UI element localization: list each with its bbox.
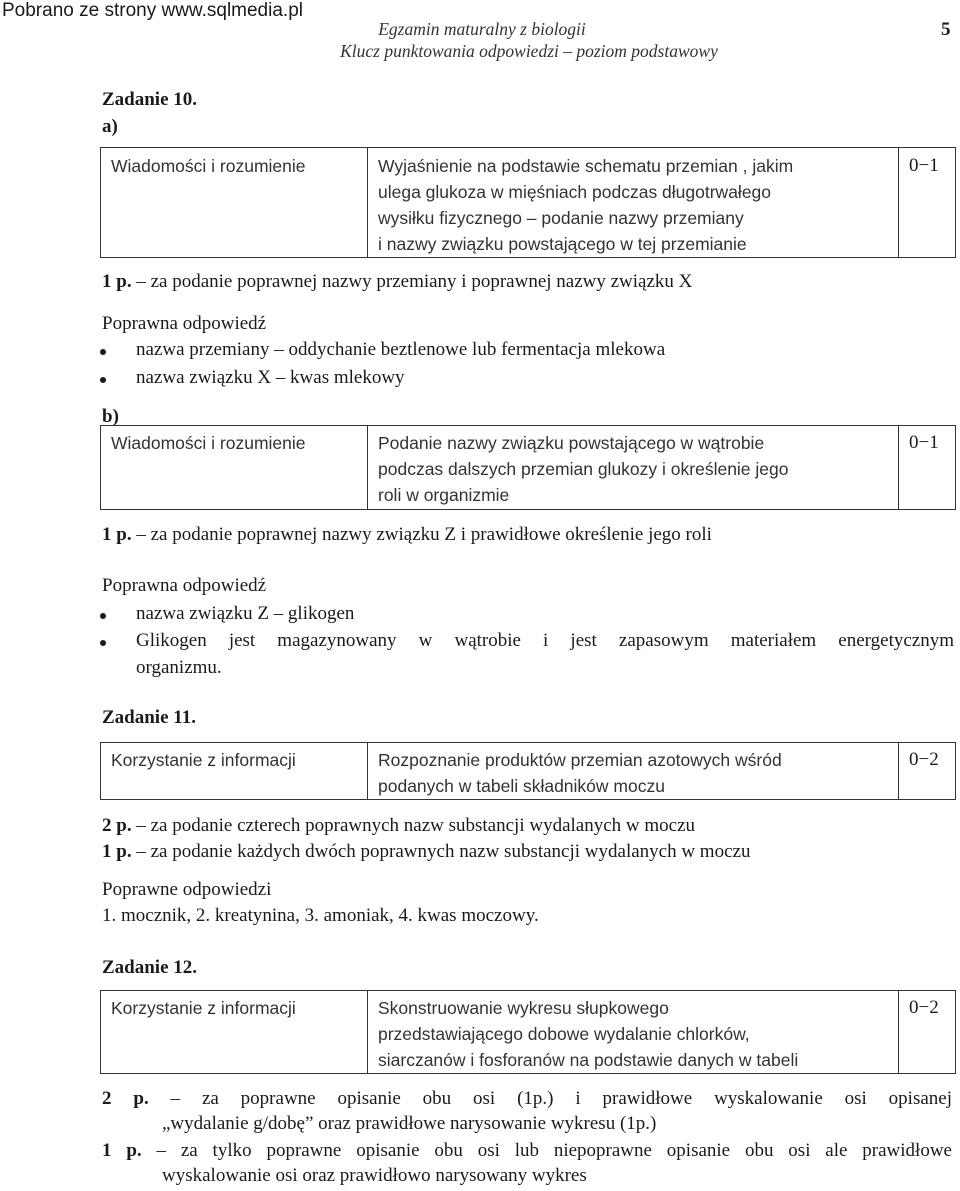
- task-10b-description: Podanie nazwy związku powstającego w wątrobie podczas dalszych przemian glukozy i określenie jego roli w organizmie: [378, 433, 789, 505]
- task-10a-points: 0−1: [909, 155, 939, 176]
- header-exam-title: Egzamin maturalny z biologii: [378, 19, 586, 39]
- bullet-icon: [100, 640, 106, 646]
- task-10a-category: Wiadomości i rozumienie: [111, 156, 306, 176]
- task-11-scoring-1p: 1 p. – za podanie każdych dwóch poprawnych nazw substancji wydalanych w moczu: [102, 841, 751, 862]
- bullet-icon: [100, 377, 106, 383]
- task-10a-description: Wyjaśnienie na podstawie schematu przemian , jakim ulega glukoza w mięśniach podczas długotrwałego wysiłku fizycznego – podanie nazwy przemiany i nazwy związku powstającego w tej przemianie: [378, 156, 794, 254]
- page-number: 5: [941, 19, 951, 40]
- task-11-table: [100, 742, 956, 800]
- bullet-icon: [100, 613, 106, 619]
- task-12-scoring-1p-line2: wyskalowanie osi oraz prawidłowo narysowany wykres: [162, 1165, 587, 1186]
- task-10a-answer-heading: Poprawna odpowiedź: [102, 313, 267, 334]
- task-10a-scoring: 1 p. – za podanie poprawnej nazwy przemiany i poprawnej nazwy związku X: [102, 271, 693, 292]
- task-12-points: 0−2: [909, 997, 939, 1018]
- task-11-scoring-2p: 2 p. – za podanie czterech poprawnych nazw substancji wydalanych w moczu: [102, 815, 696, 836]
- task-11-points: 0−2: [909, 749, 939, 770]
- task-11-title: Zadanie 11.: [102, 707, 196, 728]
- task-12-title: Zadanie 12.: [102, 957, 198, 978]
- watermark-text: Pobrano ze strony www.sqlmedia.pl: [2, 0, 303, 21]
- task-10b-points: 0−1: [909, 432, 939, 453]
- header-subtitle: Klucz punktowania odpowiedzi – poziom podstawowy: [340, 41, 718, 61]
- task-11-answer: 1. mocznik, 2. kreatynina, 3. amoniak, 4. kwas moczowy.: [102, 905, 539, 926]
- task-10-part-b-label: b): [102, 406, 119, 427]
- task-12-scoring-2p-line2: „wydalanie g/dobę” oraz prawidłowe narysowanie wykresu (1p.): [162, 1113, 657, 1134]
- bullet-icon: [100, 349, 106, 355]
- task-12-table: [100, 990, 956, 1074]
- task-10b-scoring: 1 p. – za podanie poprawnej nazwy związku Z i prawidłowe określenie jego roli: [102, 524, 712, 545]
- task-12-scoring-1p-line1: 1 p. – za tylko poprawne opisanie obu osi lub niepoprawne opisanie obu osi ale prawidłowe: [102, 1140, 952, 1161]
- task-10b-table: [100, 425, 956, 510]
- task-10-title: Zadanie 10.: [102, 89, 198, 110]
- task-12-description: Skonstruowanie wykresu słupkowego przedstawiającego dobowe wydalanie chlorków, siarczanów i fosforanów na podstawie danych w tabeli: [378, 998, 799, 1070]
- task-10a-table: [100, 147, 956, 258]
- task-10-part-a-label: a): [102, 116, 118, 137]
- list-item-continuation: organizmu.: [136, 657, 222, 678]
- task-11-answer-heading: Poprawne odpowiedzi: [102, 879, 272, 900]
- task-10b-answer-heading: Poprawna odpowiedź: [102, 575, 267, 596]
- task-12-scoring-2p-line1: 2 p. – za poprawne opisanie obu osi (1p.) i prawidłowe wyskalowanie osi opisanej: [102, 1088, 952, 1109]
- task-12-category: Korzystanie z informacji: [111, 998, 296, 1018]
- task-11-description: Rozpoznanie produktów przemian azotowych wśród podanych w tabeli składników moczu: [378, 750, 782, 796]
- task-10b-category: Wiadomości i rozumienie: [111, 433, 306, 453]
- task-11-category: Korzystanie z informacji: [111, 750, 296, 770]
